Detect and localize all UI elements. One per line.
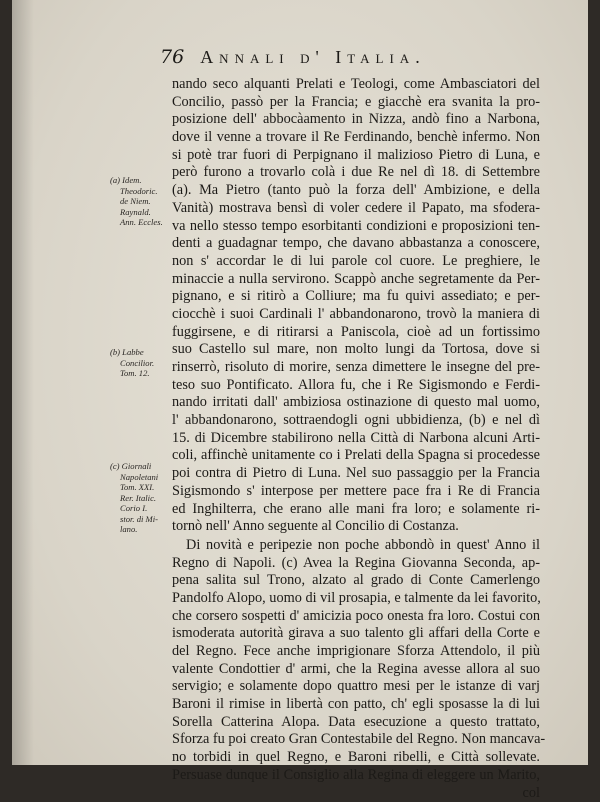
text-line: non s' accordar le di lui parole col cuore. Le preghiere, le [172, 253, 540, 271]
book-page [12, 0, 588, 765]
text-line: no torbidi in quel Regno, e Baroni ribelli, e Città sollevate. [172, 749, 540, 767]
marginal-note-line: (a) Idem. [110, 175, 172, 186]
scan-shadow [12, 0, 34, 765]
page-number: 76 [160, 46, 184, 68]
text-line: del Regno. Fece anche imprigionare Sforza Attendolo, il più [172, 643, 540, 661]
text-line: (a). Ma Pietro (tanto può la forza dell' Ambizione, e della [172, 182, 540, 200]
marginal-note-line: Rer. Italic. [110, 493, 172, 504]
text-line: Di novità e peripezie non poche abbondò in quest' Anno il [172, 537, 540, 555]
text-line: Persuase dunque il Consiglio alla Regina di eleggere un Marito, [172, 767, 540, 785]
text-line: Pandolfo Alopo, uomo di vil prosapia, e talmente da lei favorito, [172, 590, 540, 608]
marginal-note-line: Ann. Eccles. [110, 217, 172, 228]
text-line: coli, affinchè unitamente co i Prelati della Spagna si procedesse [172, 447, 540, 465]
text-line: l' abbandonarono, sottraendogli ogni ubbidienza, (b) e nel dì [172, 412, 540, 430]
text-line: però furono a trovarlo colà i due Re nel dì 18. di Settembre [172, 164, 540, 182]
running-title: Annali d' Italia. [200, 47, 426, 68]
text-line: Concilio, passò per la Francia; e giacchè era svanita la pro- [172, 94, 540, 112]
text-line: fuggirsene, e di ritirarsi a Paniscola, cioè ad un fortissimo [172, 324, 540, 342]
text-line: rinserrò, risoluto di morire, senza dimettere le insegne del pre- [172, 359, 540, 377]
text-line: Vanità) mostrava bensì di voler cedere il Papato, ma sfodera- [172, 200, 540, 218]
text-line: pena salita sul Trono, alzato al grado di Conte Camerlengo [172, 572, 540, 590]
text-line: poi contra di Pietro di Luna. Nel suo passaggio per la Francia [172, 465, 540, 483]
text-line: posizione dell' abbocàamento in Nizza, andò fino a Narbona, [172, 111, 540, 129]
text-line: ciocchè i suoi Cardinali l' abbandonarono, trovò la maniera di [172, 306, 540, 324]
marginal-note-c [110, 461, 172, 535]
marginal-note-line: de Niem. [110, 196, 172, 207]
marginal-note-line: lano. [110, 524, 172, 535]
text-line: nando seco alquanti Prelati e Teologi, come Ambasciatori del [172, 76, 540, 94]
marginal-note-line: (b) Labbe [110, 347, 172, 358]
text-line: che corsero sospetti d' amicizia poco onesta fra loro. Costui con [172, 608, 540, 626]
marginal-note-line: Corio I. [110, 503, 172, 514]
marginal-note-line: (c) Giornali [110, 461, 172, 472]
page-header [160, 46, 580, 70]
text-line: Baroni il rimise in libertà con patto, ch' egli sposasse la di lui [172, 696, 540, 714]
marginal-note-line: Napoletani [110, 472, 172, 483]
text-line: dove il venne a trovare il Re Ferdinando, benchè infermo. Non [172, 129, 540, 147]
text-line: ed Inghilterra, che erano alle mani fra loro; e solamente ri- [172, 501, 540, 519]
text-line: teso suo Pontificato. Allora fu, che i Re Sigismondo e Ferdi- [172, 377, 540, 395]
text-line: servigio; e solamente dopo quattro mesi per le istanze di varj [172, 678, 540, 696]
marginal-note-line: Raynald. [110, 207, 172, 218]
text-line: col [172, 785, 540, 802]
marginal-note-line: Theodoric. [110, 186, 172, 197]
text-line: Regno di Napoli. (c) Avea la Regina Giovanna Seconda, ap- [172, 555, 540, 573]
marginal-note-line: Tom. 12. [110, 368, 172, 379]
marginal-note-b [110, 347, 172, 379]
marginal-note-line: Tom. XXI. [110, 482, 172, 493]
text-line: valente Condottier d' armi, che la Regina avesse allora al suo [172, 661, 540, 679]
text-line: Sorella Catterina Alopa. Data esecuzione a questo trattato, [172, 714, 540, 732]
text-line: Sigismondo s' interpose per mettere pace fra i Re di Francia [172, 483, 540, 501]
text-line: minaccie a nulla servirono. Scappò anche segretamente da Per- [172, 271, 540, 289]
text-line: denti a guadagnar tempo, che davano abbastanza a conoscere, [172, 235, 540, 253]
text-line: si potè trar fuori di Perpignano il malizioso Pietro di Luna, e [172, 147, 540, 165]
text-line: 15. di Dicembre stabilirono nella Città di Narbona alcuni Arti- [172, 430, 540, 448]
marginal-note-line: Concilior. [110, 358, 172, 369]
marginal-note-a [110, 175, 172, 228]
text-line: tornò nell' Anno seguente al Concilio di Costanza. [172, 518, 540, 536]
text-line: Sforza fu poi creato Gran Contestabile del Regno. Non mancava- [172, 731, 540, 749]
marginal-note-line: stor. di Mi- [110, 514, 172, 525]
main-text-column [172, 76, 540, 802]
text-line: va nello stesso tempo esorbitanti condizioni e proposizioni ten- [172, 218, 540, 236]
text-line: nando irritati dall' ambiziosa ostinazione di questo mal uomo, [172, 394, 540, 412]
text-line: suo Castello sul mare, non molto lungi da Tortosa, dove si [172, 341, 540, 359]
text-line: pignano, e si ritirò a Colliure; ma fu quivi assediato; e per- [172, 288, 540, 306]
text-line: ismoderata autorità girava a suo talento gli affari della Corte e [172, 625, 540, 643]
